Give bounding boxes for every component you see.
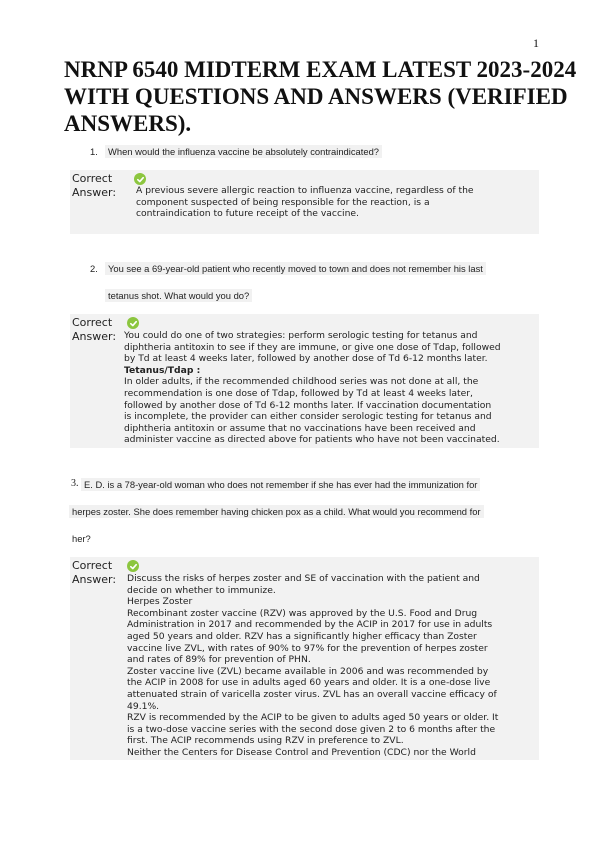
answer-line: first. The ACIP recommends using RZV in preference to ZVL.: [127, 735, 404, 747]
answer-line: RZV is recommended by the ACIP to be given to adults aged 50 years or older. It: [127, 712, 499, 724]
check-icon: [127, 560, 139, 572]
answer-line: Zoster vaccine live (ZVL) became available in 2006 and was recommended by: [127, 665, 489, 677]
question-3-number: 3.: [71, 478, 79, 489]
answer-line: 49.1%.: [127, 700, 160, 712]
answer-1-text: [136, 185, 474, 220]
correct-answer-label: Correct Answer:: [72, 172, 117, 199]
answer-line: Recombinant zoster vaccine (RZV) was approved by the U.S. Food and Drug: [127, 607, 478, 619]
answer-3-text: [127, 573, 498, 759]
answer-line: diphtheria antitoxin to see if they are immune, or give one dose of Tdap, followed: [124, 341, 501, 353]
answer-line: recommendation is one dose of Tdap, followed by Td at least 4 weeks later,: [124, 387, 473, 399]
answer-line: is a two-dose vaccine series with the second dose given 2 to 6 months after the: [127, 723, 496, 735]
answer-line: You could do one of two strategies: perform serologic testing for tetanus and: [124, 330, 478, 341]
document-title: [64, 56, 596, 137]
title-line-2: WITH QUESTIONS AND ANSWERS (VERIFIED: [64, 84, 568, 109]
answer-line: administer vaccine as directed above for patients who have not been vaccinated.: [124, 434, 500, 446]
question-1-text: When would the influenza vaccine be absolutely contraindicated?: [105, 145, 382, 158]
check-icon: [127, 317, 139, 329]
answer-line: is incomplete, the provider can either consider serologic testing for tetanus and: [124, 411, 492, 423]
question-1-number: 1.: [90, 146, 98, 157]
question-2-number: 2.: [90, 263, 98, 274]
answer-line: A previous severe allergic reaction to influenza vaccine, regardless of the: [136, 185, 474, 196]
check-icon: [134, 173, 146, 185]
answer-line: attenuated strain of varicella zoster virus. ZVL has an overall vaccine efficacy of: [127, 688, 497, 700]
answer-line: Discuss the risks of herpes zoster and SE of vaccination with the patient and: [127, 573, 480, 584]
question-3-text-line-1: E. D. is a 78-year-old woman who does not remember if she has ever had the immunization for: [81, 478, 480, 491]
page-number: 1: [533, 36, 539, 50]
answer-line: Neither the Centers for Disease Control and Prevention (CDC) nor the World: [127, 746, 476, 758]
answer-line: followed by another dose of Td 6-12 months later. If vaccination documentation: [124, 399, 492, 411]
answer-box-1: [70, 170, 539, 234]
answer-line: and rates of 89% for prevention of PHN.: [127, 654, 311, 666]
answer-line: diphtheria antitoxin or assume that no vaccinations have been received and: [124, 422, 476, 434]
question-2-text-line-1: You see a 69-year-old patient who recently moved to town and does not remember his last: [105, 262, 486, 275]
answer-line: the ACIP in 2008 for use in adults aged 60 years and older. It is a one-dose live: [127, 677, 491, 689]
answer-line: contraindication to future receipt of the vaccine.: [136, 208, 359, 220]
answer-line: by Td at least 4 weeks later, followed by another dose of Td 6-12 months later.: [124, 353, 488, 365]
answer-2-text: [124, 330, 501, 446]
answer-box-3: [70, 557, 539, 760]
answer-line: aged 50 years and older. RZV has a significantly higher efficacy than Zoster: [127, 630, 477, 642]
answer-line: Herpes Zoster: [127, 596, 193, 608]
answer-box-2: [70, 314, 539, 448]
title-line-3: ANSWERS).: [64, 111, 192, 136]
title-line-1: NRNP 6540 MIDTERM EXAM LATEST 2023-2024: [64, 57, 577, 82]
answer-line: decide on whether to immunize.: [127, 584, 276, 596]
question-3-text-line-3: her?: [72, 533, 91, 544]
answer-line: Administration in 2017 and recommended by the ACIP in 2017 for use in adults: [127, 619, 493, 631]
correct-answer-label: Correct Answer:: [72, 316, 117, 343]
answer-line: Tetanus/Tdap :: [124, 364, 201, 376]
answer-line: vaccine live ZVL, with rates of 90% to 97% for the prevention of herpes zoster: [127, 642, 488, 654]
answer-line: In older adults, if the recommended childhood series was not done at all, the: [124, 376, 479, 388]
question-3-text-line-2: herpes zoster. She does remember having chicken pox as a child. What would you recommend for: [69, 505, 484, 518]
correct-answer-label: Correct Answer:: [72, 559, 117, 586]
answer-line: component suspected of being responsible for the reaction, is a: [136, 196, 430, 208]
question-2-text-line-2: tetanus shot. What would you do?: [105, 289, 252, 302]
